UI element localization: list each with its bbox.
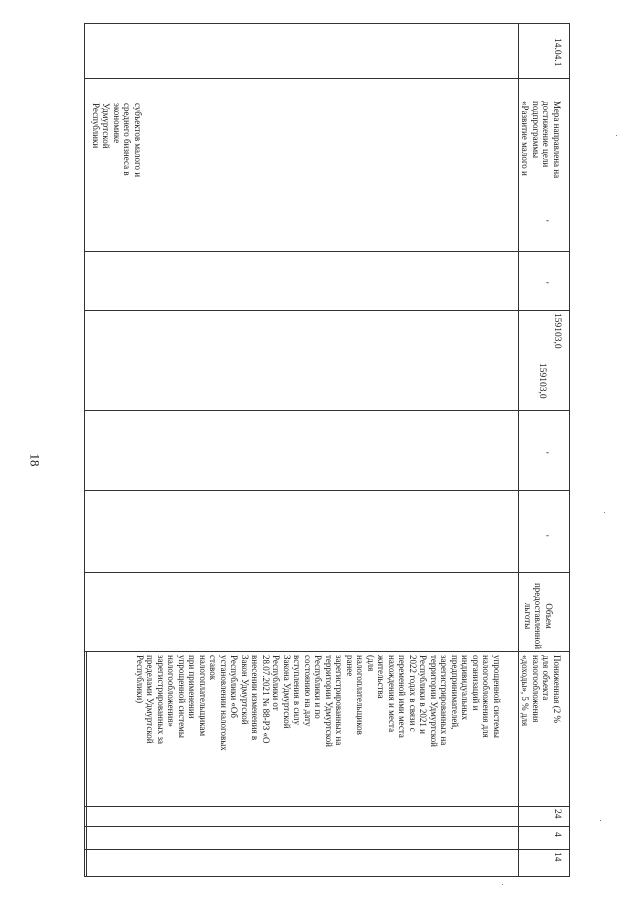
table-border-right	[569, 23, 570, 877]
scan-speck	[604, 512, 605, 513]
column-divider	[84, 806, 570, 807]
budget-table	[84, 23, 570, 877]
table-border-top	[84, 23, 570, 24]
row-divider-partial	[86, 651, 87, 877]
column-divider	[84, 826, 570, 827]
column-b-value: 24	[552, 809, 562, 819]
indicator-text: Объем предоставленной льготы	[523, 582, 554, 650]
code-value: 14.04.1	[552, 38, 562, 67]
scan-speck	[502, 884, 503, 885]
scan-speck	[616, 135, 617, 136]
value-1: 159103,0	[537, 363, 547, 399]
row-divider	[518, 23, 519, 877]
benefit-category-text: упрощенной системы налогообложения для организаций и индивидуальных предпринимателей, зарегистрированных на территории Удмуртской Республики в 2021 и 2022 годах в связи с переменой ими места нахождения и места жительства (для налогоплательщиков ранее зарегистрированных на территории Удмуртской Республики и по состоянию на дату вступления в силу Закона Удмуртской Республики от 28.07.2021 № 88-РЗ «О внесении изменения в Закон Удмуртской Республики «Об установлении налоговых ставок налогоплательщикам при применении упрощенной системы налогообложения» зарегистрированных за пределами Удмуртской Республики)	[135, 655, 502, 751]
lower-purpose-text: Мера направлена на достижение цели подпрограммы «Развитие малого и	[520, 101, 562, 179]
purpose-text: субъектов малого и среднего бизнеса в экономике Удмуртской Республики	[91, 103, 143, 178]
lower-benefit-category-text: Пониженная (2 % для объекта налогообложения «доходы», 5 % для	[520, 655, 562, 727]
empty-value-dash: -	[546, 530, 549, 540]
column-divider	[84, 572, 570, 573]
column-divider	[84, 651, 570, 652]
empty-value-dash: -	[546, 277, 549, 287]
scan-speck	[600, 820, 601, 821]
table-border-bottom	[84, 876, 570, 877]
column-a-value: 4	[552, 832, 562, 837]
value-2: 159103,0	[552, 313, 562, 349]
column-divider	[84, 849, 570, 850]
table-border-left	[84, 23, 85, 877]
row-number: 14	[552, 852, 562, 862]
column-divider	[84, 251, 570, 252]
page-number: 18	[27, 453, 43, 467]
column-divider	[84, 78, 570, 79]
column-divider	[84, 410, 570, 411]
empty-value-dash: -	[546, 215, 549, 225]
column-divider	[84, 310, 570, 311]
empty-value-dash: -	[546, 447, 549, 457]
column-divider	[84, 490, 570, 491]
